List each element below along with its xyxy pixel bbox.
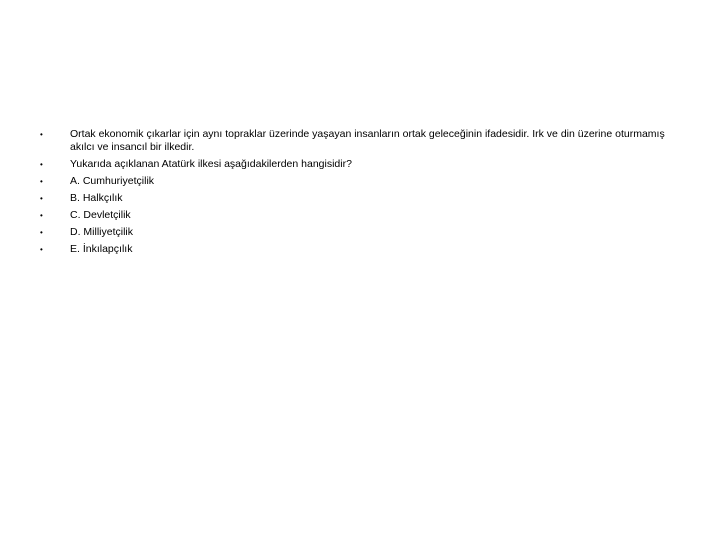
option-a-item <box>40 175 690 188</box>
option-b-item <box>40 192 690 205</box>
option-c-item <box>40 209 690 222</box>
question-prompt-item <box>40 158 690 171</box>
option-d: D. Milliyetçilik <box>70 226 133 238</box>
option-b: B. Halkçılık <box>70 192 123 204</box>
bullet-list <box>40 128 690 260</box>
question-prompt: Yukarıda açıklanan Atatürk ilkesi aşağıdakilerden hangisidir? <box>70 158 352 170</box>
option-c: C. Devletçilik <box>70 209 131 221</box>
bullet-marker: • <box>40 211 43 220</box>
bullet-marker: • <box>40 194 43 203</box>
bullet-marker: • <box>40 160 43 169</box>
question-text-item <box>40 128 690 154</box>
option-d-item <box>40 226 690 239</box>
option-e: E. İnkılapçılık <box>70 243 133 255</box>
option-a: A. Cumhuriyetçilik <box>70 175 155 187</box>
bullet-marker: • <box>40 130 43 139</box>
bullet-marker: • <box>40 245 43 254</box>
question-description: Ortak ekonomik çıkarlar için aynı topraklar üzerinde yaşayan insanların ortak geleceğinin ifadesidir. Irk ve din üzerine oturmamış akılcı ve insancıl bir ilkedir. <box>70 128 665 153</box>
bullet-marker: • <box>40 177 43 186</box>
option-e-item <box>40 243 690 256</box>
bullet-marker: • <box>40 228 43 237</box>
